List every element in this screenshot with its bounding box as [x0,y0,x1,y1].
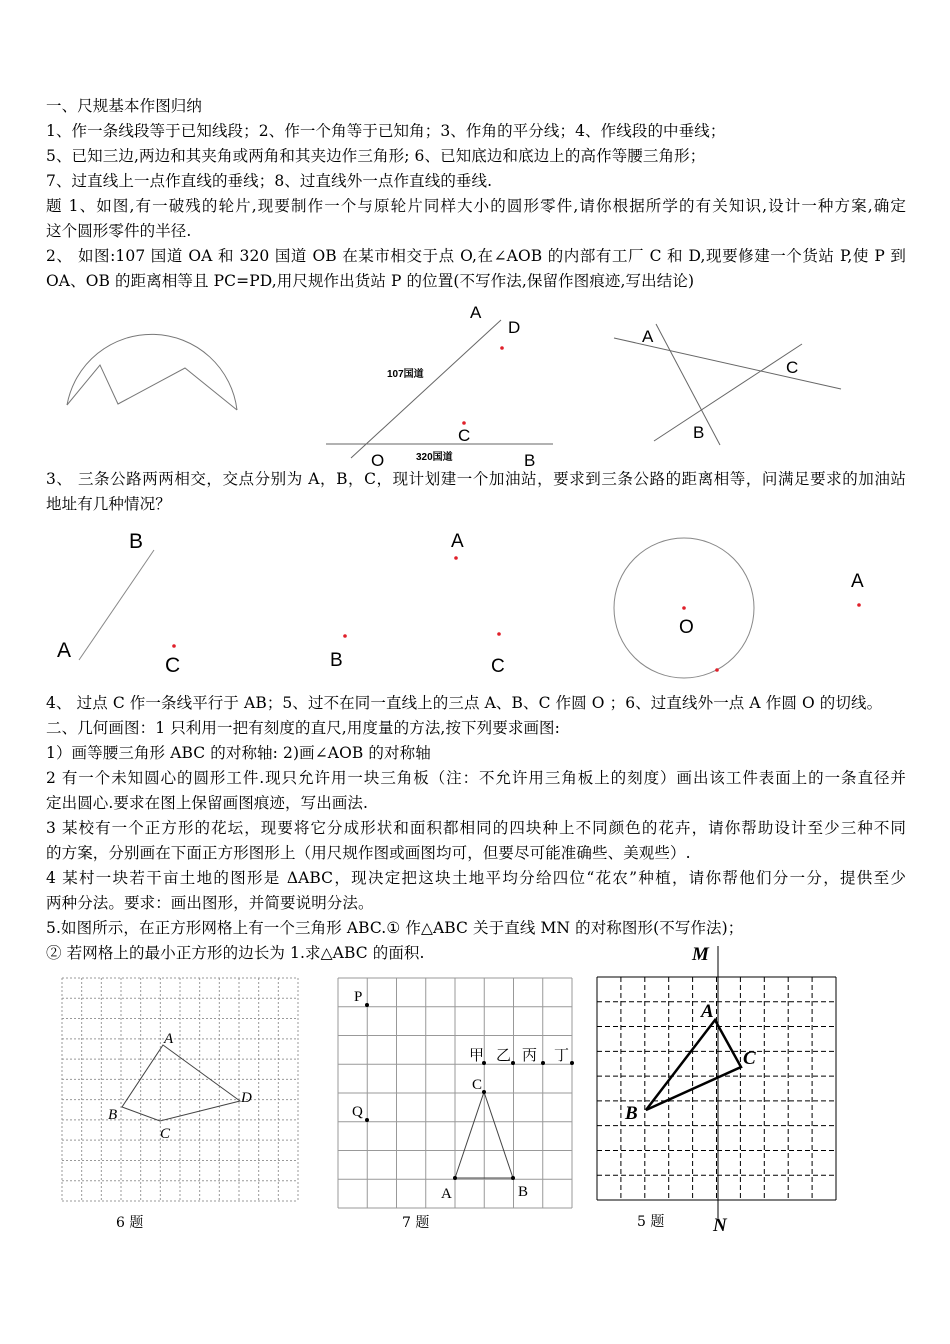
label-c: C [160,1126,171,1142]
grid-figure-6 [62,978,298,1201]
point-c [462,421,466,425]
text-line: 定出圆心.要求在图上保留画图痕迹，写出画法. [46,794,369,812]
question-2-line: OA、OB 的距离相等且 PC=PD,用尺规作出货站 P 的位置(不写作法,保留作图痕迹,写出结论) [46,272,695,290]
question-3-line: 3、 三条公路两两相交，交点分别为 A，B，C，现计划建一个加油站，要求到三条公路的距离相等，问满足要求的加油站 [46,470,906,488]
text-line: 7、过直线上一点作直线的垂线；8、过直线外一点作直线的垂线. [46,172,493,190]
text-line: 5.如图所示，在正方形网格上有一个三角形 ABC.① 作△ABC 关于直线 MN 的对称图形(不写作法)； [46,919,744,937]
label-c: C [743,1048,756,1069]
label-b: B [524,451,536,470]
label-a: A [451,531,464,552]
caption-7: 7 题 [402,1215,430,1231]
section-heading-1: 一、尺规基本作图归纳 [46,97,203,115]
label-m: M [692,944,709,965]
label-a: A [164,1031,174,1047]
label-road-107: 107国道 [387,369,424,380]
point-d [500,346,504,350]
label-ding: 丁 [554,1048,570,1064]
text-line: 5、已知三边,两边和其夹角或两角和其夹边作三角形; 6、已知底边和底边上的高作等腰三角形； [46,147,706,165]
label-o: O [679,617,694,638]
label-jia: 甲 [469,1048,485,1064]
label-o: O [371,451,385,470]
label-q: Q [352,1104,363,1120]
section-heading-2: 二、几何画图：1 只利用一把有刻度的直尺,用度量的方法,按下列要求画图: [46,719,560,737]
label-b: B [625,1103,638,1124]
grid-figure-5 [597,977,836,1200]
label-c: C [458,426,471,445]
broken-wheel-figure [67,334,237,410]
label-a: A [57,639,72,662]
label-bing: 丙 [522,1048,538,1064]
label-b: B [108,1107,118,1123]
question-1-line: 这个圆形零件的半径. [46,222,192,240]
label-b: B [330,650,343,671]
label-yi: 乙 [496,1048,512,1064]
text-line: 两种分法。要求：画出图形，并简要说明分法。 [46,894,374,912]
three-points-figure [330,531,505,677]
caption-6: 6 题 [116,1215,144,1231]
text-line: ② 若网格上的最小正方形的边长为 1.求△ABC 的面积. [46,944,425,962]
text-line: 4、 过点 C 作一条线平行于 AB；5、过不在同一直线上的三点 A、B、C 作圆 O ；6、过直线外一点 A 作圆 O 的切线。 [46,694,883,712]
segment-ab-figure [57,530,180,677]
label-c: C [491,656,505,677]
label-c: C [165,654,181,677]
text-line: 3 某校有一个正方形的花坛，现要将它分成形状和面积都相同的四块种上不同颜色的花卉，请你帮助设计至少三种不同 [46,819,906,837]
text-line: 的方案，分别画在下面正方形图形上（用尺规作图或画图均可，但要尽可能准确些、美观些）. [46,844,691,862]
label-c: C [472,1077,483,1093]
grid-figure-7 [338,978,572,1208]
label-n: N [713,1215,727,1236]
label-d: D [508,318,521,337]
label-a: A [470,303,482,322]
label-p: P [354,989,363,1005]
label-a: A [851,571,864,592]
question-3-line: 地址有几种情况？ [46,495,171,513]
question-1-line: 题 1、如图,有一破残的轮片,现要制作一个与原轮片同样大小的圆形零件,请你根据所学的有关知识,设计一种方案,确定 [46,197,906,215]
label-b: B [693,423,705,442]
circle-tangent-figure [614,538,864,678]
label-a: A [441,1186,452,1202]
label-road-320: 320国道 [416,452,453,463]
triangle-7 [352,989,574,1231]
label-b: B [518,1184,529,1200]
question-2-line: 2、 如图:107 国道 OA 和 320 国道 OB 在某市相交于点 O,在∠AOB 的内部有工厂 C 和 D,现要修建一个货站 P,使 P 到 [46,247,906,265]
caption-5: 5 题 [637,1214,665,1230]
label-a: A [642,327,654,346]
roads-figure [326,303,553,470]
text-line: 4 某村一块若干亩土地的图形是 ΔABC，现决定把这块土地平均分给四位“花农”种植，请你帮他们分一分，提供至少 [46,869,906,887]
text-line: 1、作一条线段等于已知线段；2、作一个角等于已知角；3、作角的平分线；4、作线段的中垂线； [46,122,726,140]
label-b: B [129,530,144,553]
text-line: 1）画等腰三角形 ABC 的对称轴: 2)画∠AOB 的对称轴 [46,744,431,762]
three-roads-figure [614,324,841,445]
label-a: A [701,1001,714,1022]
label-c: C [786,358,799,377]
text-line: 2 有一个未知圆心的圆形工件.现只允许用一块三角板（注：不允许用三角板上的刻度）画出该工件表面上的一条直径并 [46,769,906,787]
label-d: D [241,1090,252,1106]
triangle-5 [624,944,756,1236]
